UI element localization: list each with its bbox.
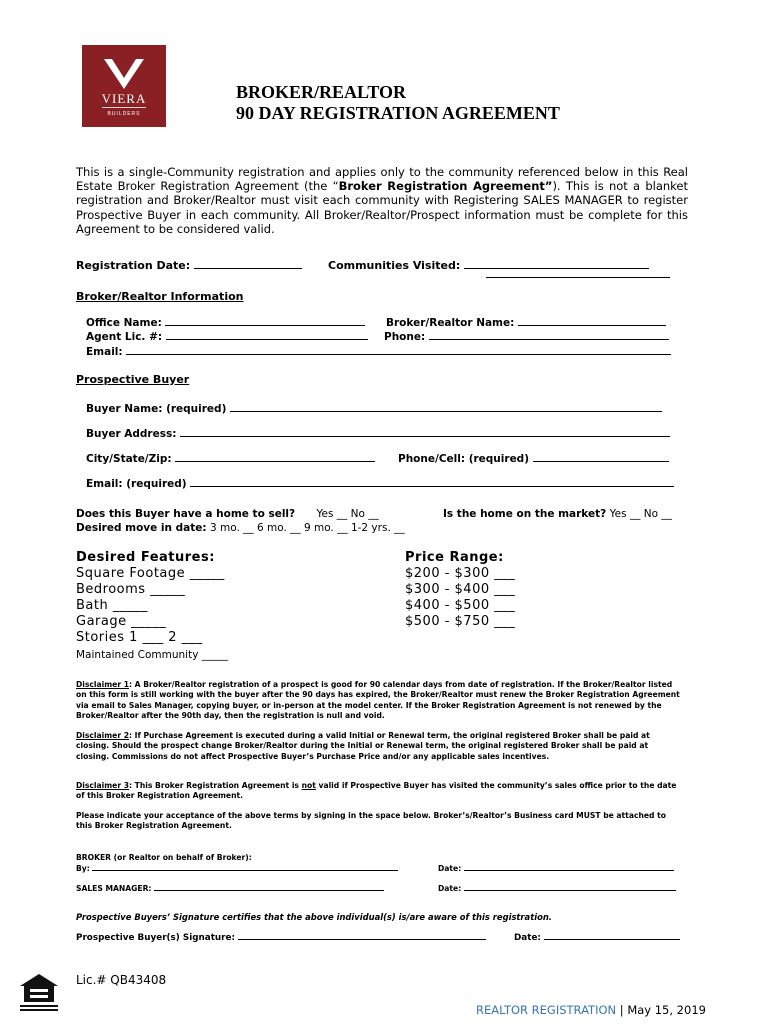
buyer-name-label: Buyer Name: (required): [86, 403, 227, 415]
maintained-community[interactable]: Maintained Community _____: [76, 649, 229, 661]
broker-date-label: Date:: [438, 864, 462, 873]
home-to-sell-label: Does this Buyer have a home to sell?: [76, 508, 296, 520]
communities-visited-line-2[interactable]: [486, 277, 670, 278]
intro-paragraph: [76, 165, 688, 236]
certify-text: Prospective Buyers’ Signature certifies that the above individual(s) is/are aware of this registration.: [76, 912, 552, 922]
title-line-2: 90 DAY REGISTRATION AGREEMENT: [236, 103, 560, 123]
broker-email-label: Email:: [86, 346, 123, 358]
buyer-email-label: Email: (required): [86, 478, 187, 490]
broker-section-heading: Broker/Realtor Information: [76, 290, 244, 303]
registration-date-label: Registration Date:: [76, 259, 191, 272]
broker-phone-label: Phone:: [384, 331, 426, 343]
features-heading: Desired Features:: [76, 550, 215, 565]
footer-label: [476, 1003, 706, 1017]
logo-sub: BUILDERS: [107, 111, 141, 117]
communities-visited-field[interactable]: [328, 259, 649, 272]
move-in-question[interactable]: [76, 522, 405, 534]
disclaimer-2-label: Disclaimer 2: [76, 731, 129, 740]
sales-manager-label: SALES MANAGER:: [76, 884, 152, 893]
buyer-address-label: Buyer Address:: [86, 428, 177, 440]
sales-manager-field[interactable]: [76, 883, 384, 894]
price-item[interactable]: $400 - $500 ___: [405, 598, 516, 613]
feature-item[interactable]: Square Footage _____: [76, 566, 225, 581]
acceptance-text: Please indicate your acceptance of the above terms by signing in the space below. Broker’s/Realtor’s Business card MUST be attached to this Broker Registration Agreement.: [76, 811, 666, 831]
intro-bold: Broker Registration Agreement”: [338, 179, 553, 194]
buyer-signature-label: Prospective Buyer(s) Signature:: [76, 933, 236, 943]
broker-phone-field[interactable]: [384, 330, 669, 343]
disclaimer-3-label: Disclaimer 3: [76, 781, 129, 790]
buyer-phone-label: Phone/Cell: (required): [398, 453, 529, 465]
feature-item[interactable]: Garage _____: [76, 614, 167, 629]
disclaimer-1: [76, 680, 682, 721]
disclaimer-3: [76, 781, 682, 802]
agent-license-field[interactable]: [86, 330, 368, 343]
disclaimer-2: [76, 731, 682, 762]
price-heading: Price Range:: [405, 550, 504, 565]
price-range: [405, 550, 515, 630]
document-title: [236, 82, 560, 124]
footer-date: May 15, 2019: [627, 1003, 706, 1017]
disclaimer-1-label: Disclaimer 1: [76, 680, 129, 689]
desired-features: [76, 550, 225, 646]
home-to-sell-question[interactable]: [76, 508, 379, 520]
office-name-field[interactable]: [86, 316, 365, 329]
disclaimer-1-text: : A Broker/Realtor registration of a prospect is good for 90 calendar days from date of registration. If the Broker/Realtor listed on this form is still working with the buyer after the 90 days has expired, the Broker/Realtor must renew the Broker Registration Agreement via email to Sales Manager, copying buyer, or in-person at the model center. If the Broker Registration Agreement is not renewed by the Broker/Realtor after the 90th day, then the registration is null and void.: [76, 680, 680, 720]
buyer-name-field[interactable]: [86, 402, 662, 415]
footer-separator: |: [616, 1003, 628, 1017]
buyer-address-field[interactable]: [86, 427, 670, 440]
feature-item[interactable]: Stories 1 ___ 2 ___: [76, 630, 203, 645]
on-market-question[interactable]: [443, 508, 672, 520]
broker-by-label: By:: [76, 864, 90, 873]
registration-date-field[interactable]: [76, 259, 302, 272]
home-to-sell-options: Yes __ No __: [316, 508, 379, 520]
buyer-phone-field[interactable]: [398, 452, 669, 465]
buyer-signature-field[interactable]: [76, 932, 486, 943]
buyer-date-field[interactable]: [514, 932, 680, 943]
city-state-zip-label: City/State/Zip:: [86, 453, 172, 465]
broker-date-field[interactable]: [438, 863, 674, 874]
sales-manager-date-field[interactable]: [438, 883, 676, 894]
buyer-date-label: Date:: [514, 933, 541, 943]
footer-title: REALTOR REGISTRATION: [476, 1003, 617, 1017]
disclaimer-3-text-a: : This Broker Registration Agreement is: [129, 781, 302, 790]
intro-text-2: ). This is not a blanket registration and Broker/Realtor must visit each community with Registering SALES MANAGER to register Prospective Buyer in each community. All Broker/Realtor/Prospect information must be complete for this Agreement to be considered valid.: [76, 179, 688, 236]
broker-name-label: Broker/Realtor Name:: [386, 317, 515, 329]
feature-item[interactable]: Bedrooms _____: [76, 582, 186, 597]
disclaimer-2-text: : If Purchase Agreement is executed during a valid Initial or Renewal term, the original registered Broker shall be paid at closing. Should the prospect change Broker/Realtor during the Initial or Renewal term, the original registered Broker shall be paid at closing. Commissions do not affect Prospective Buyer’s Purchase Price and/or any applicable sales incentives.: [76, 731, 650, 761]
price-item[interactable]: $300 - $400 ___: [405, 582, 516, 597]
office-name-label: Office Name:: [86, 317, 162, 329]
buyer-email-field[interactable]: [86, 477, 674, 490]
move-in-label: Desired move in date:: [76, 522, 207, 534]
communities-visited-label: Communities Visited:: [328, 259, 461, 272]
broker-name-field[interactable]: [386, 316, 666, 329]
price-item[interactable]: $500 - $750 ___: [405, 614, 516, 629]
on-market-label: Is the home on the market?: [443, 508, 607, 520]
broker-sig-heading: BROKER (or Realtor on behalf of Broker):: [76, 853, 252, 862]
on-market-options: Yes __ No __: [609, 508, 672, 520]
agent-license-label: Agent Lic. #:: [86, 331, 163, 343]
title-line-1: BROKER/REALTOR: [236, 82, 407, 102]
license-number: Lic.# QB43408: [76, 973, 167, 987]
disclaimer-3-text-b: valid if Prospective Buyer has visited the community’s sales office prior to the date of this Broker Registration Agreement.: [76, 781, 677, 801]
move-in-options: 3 mo. __ 6 mo. __ 9 mo. __ 1-2 yrs. __: [209, 522, 405, 534]
viera-logo: [82, 45, 166, 127]
equal-housing-icon: [18, 972, 60, 1012]
buyer-section-heading: Prospective Buyer: [76, 373, 190, 386]
sales-manager-date-label: Date:: [438, 884, 462, 893]
intro-text-1: This is a single-Community registration and applies only to the community referenced below in this Real Estate Broker Registration Agreement (the “: [76, 165, 688, 194]
disclaimer-3-not: not: [301, 781, 316, 790]
broker-by-field[interactable]: [76, 863, 398, 874]
city-state-zip-field[interactable]: [86, 452, 375, 465]
feature-item[interactable]: Bath _____: [76, 598, 148, 613]
logo-brand: VIERA: [101, 91, 147, 106]
price-item[interactable]: $200 - $300 ___: [405, 566, 516, 581]
broker-email-field[interactable]: [86, 345, 671, 358]
